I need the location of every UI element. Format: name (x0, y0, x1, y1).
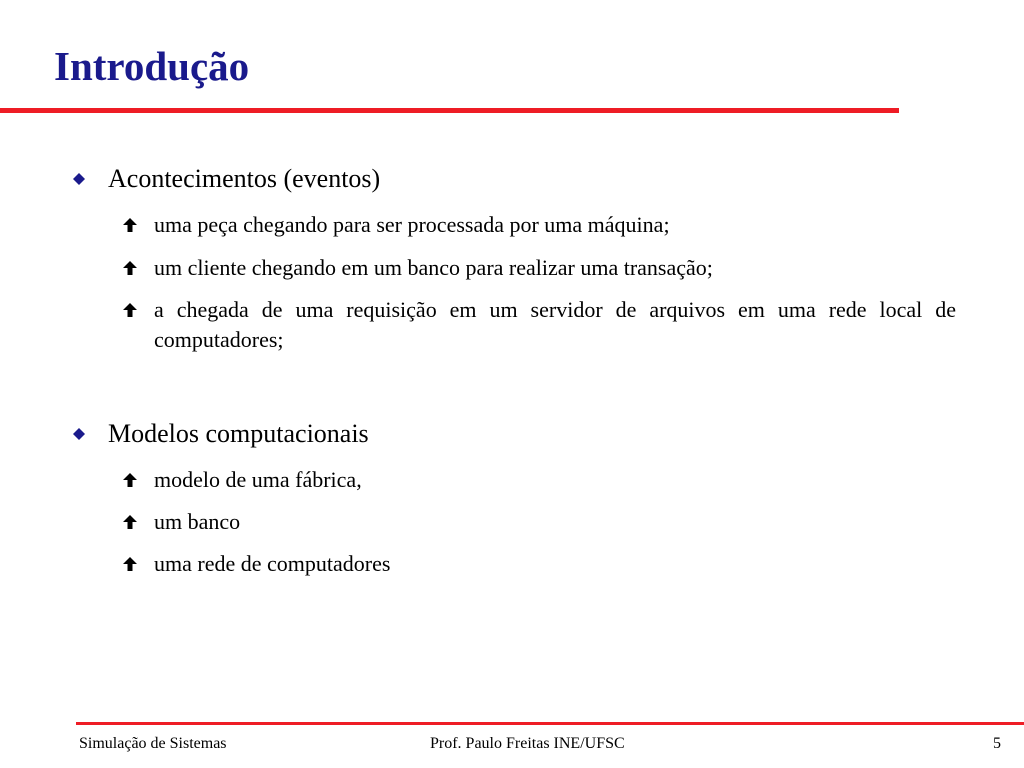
arrow-up-bullet-icon (122, 472, 138, 488)
sub-bullet-item (122, 253, 956, 283)
bullet-label: Acontecimentos (eventos) (108, 164, 381, 193)
slide-title: Introdução (54, 43, 250, 89)
sub-bullet-label: uma rede de computadores (154, 551, 391, 576)
sub-bullet-label: um cliente chegando em um banco para realizar uma transação; (154, 255, 713, 280)
bullet-label: Modelos computacionais (108, 419, 369, 448)
sub-bullet-label: modelo de uma fábrica, (154, 467, 362, 492)
sub-bullet-item (122, 507, 956, 537)
footer-author: Prof. Paulo Freitas INE/UFSC (430, 735, 625, 752)
arrow-up-bullet-icon (122, 260, 138, 276)
sub-bullet-item (122, 465, 956, 495)
footer-course-title: Simulação de Sistemas (79, 735, 227, 752)
page-number: 5 (993, 735, 1001, 752)
sub-bullet-label: uma peça chegando para ser processada por uma máquina; (154, 212, 670, 237)
arrow-up-bullet-icon (122, 217, 138, 233)
diamond-bullet-icon (73, 428, 85, 440)
footer-divider (76, 722, 1024, 725)
sub-bullet-label: a chegada de uma requisição em um servidor de arquivos em uma rede local de computadores; (154, 297, 956, 352)
title-divider (0, 108, 899, 113)
sub-bullet-item (122, 549, 956, 579)
arrow-up-bullet-icon (122, 302, 138, 318)
sub-bullet-item (122, 295, 956, 355)
diamond-bullet-icon (73, 173, 85, 185)
arrow-up-bullet-icon (122, 556, 138, 572)
sub-bullet-label: um banco (154, 509, 241, 534)
sub-bullet-item (122, 210, 956, 240)
arrow-up-bullet-icon (122, 514, 138, 530)
